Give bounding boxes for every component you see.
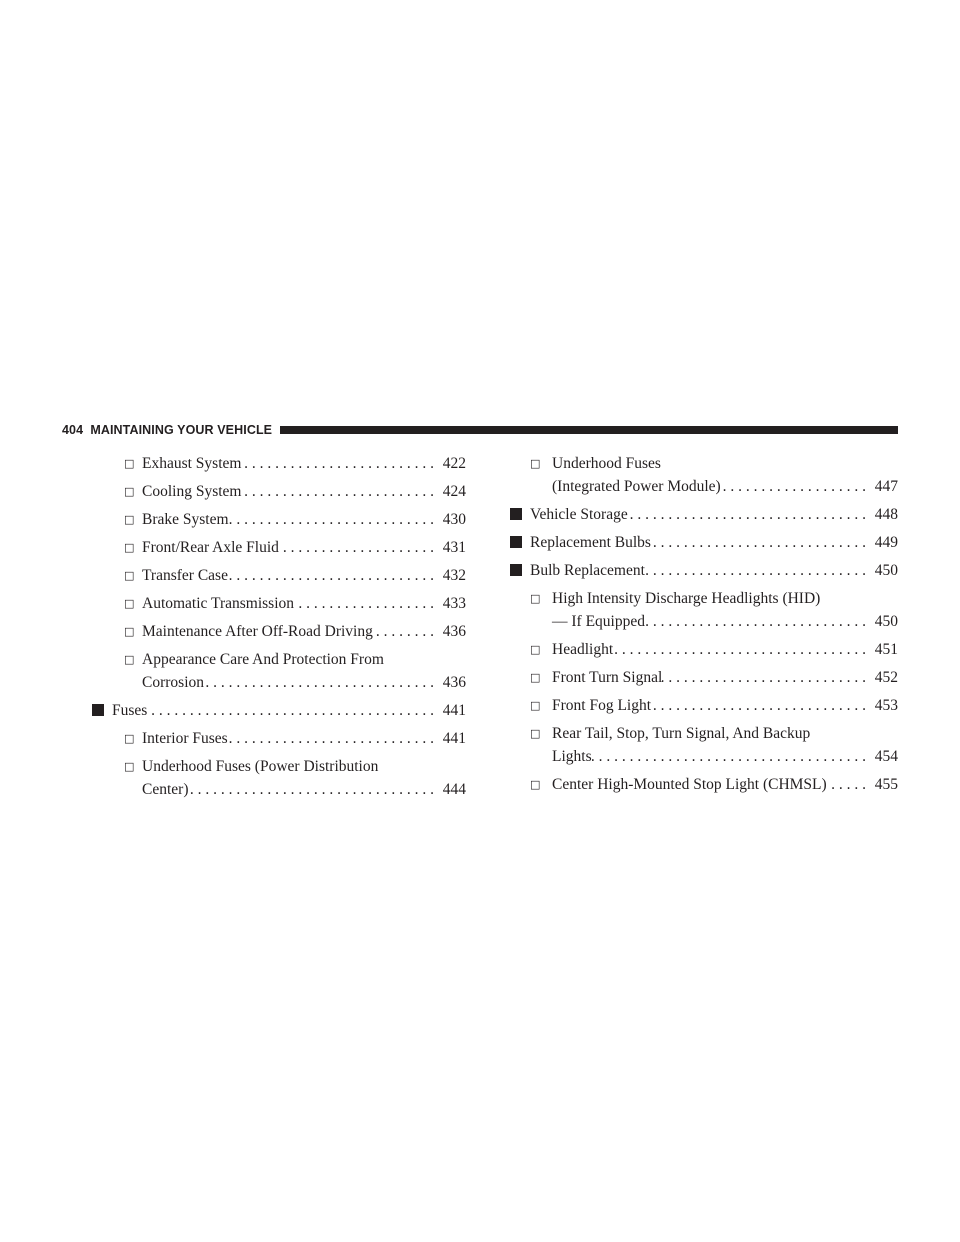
toc-entry-title: Exhaust System — [142, 455, 242, 472]
toc-entry-maintenance-after-off-road-driving[interactable] — [112, 620, 466, 643]
leader-dots — [204, 671, 440, 694]
hollow-square-bullet-icon: □ — [124, 485, 135, 498]
toc-entry-interior-fuses[interactable] — [112, 727, 466, 750]
toc-entry-chmsl[interactable] — [530, 773, 898, 796]
toc-entry-title-line-1: Appearance Care And Protection From — [142, 651, 384, 668]
page-number: 404 — [62, 423, 84, 437]
toc-page-number: 432 — [442, 567, 466, 584]
hollow-square-bullet-icon: □ — [530, 778, 541, 791]
toc-entry-brake-system[interactable] — [112, 508, 466, 531]
hollow-square-bullet-icon: □ — [530, 727, 541, 740]
toc-page-number: 436 — [442, 674, 466, 691]
page-header — [62, 422, 898, 438]
toc-entry-title: Cooling System — [142, 483, 242, 500]
toc-entry-cooling-system[interactable] — [112, 480, 466, 503]
toc-page-number: 430 — [442, 511, 466, 528]
leader-dots — [628, 503, 872, 526]
toc-entry-fuses[interactable] — [92, 699, 466, 722]
leader-dots — [241, 452, 440, 475]
toc-entry-title-line-2: (Integrated Power Module) — [552, 478, 721, 495]
toc-entry-underhood-fuses-ipm[interactable] — [530, 452, 898, 498]
toc-entry-underhood-fuses-pdc[interactable] — [112, 755, 466, 801]
toc-page-number: 452 — [874, 669, 898, 686]
toc-entry-front-fog-light[interactable] — [530, 694, 898, 717]
toc-page-number: 422 — [442, 455, 466, 472]
toc-entry-title: Fuses — [112, 702, 148, 719]
toc-entry-title: Transfer Case — [142, 567, 228, 584]
toc-entry-title: Interior Fuses — [142, 730, 228, 747]
hollow-square-bullet-icon: □ — [124, 569, 135, 582]
toc-entry-bulb-replacement[interactable] — [510, 559, 898, 582]
leader-dots — [827, 773, 872, 796]
toc-page-number: 444 — [442, 781, 466, 798]
hollow-square-bullet-icon: □ — [124, 625, 135, 638]
leader-dots — [373, 620, 440, 643]
toc-page-number: 431 — [442, 539, 466, 556]
toc-entry-hid-headlights[interactable] — [530, 587, 898, 633]
toc-entry-title: Center High-Mounted Stop Light (CHMSL) — [552, 776, 827, 793]
hollow-square-bullet-icon: □ — [124, 541, 135, 554]
toc-entry-replacement-bulbs[interactable] — [510, 531, 898, 554]
hollow-square-bullet-icon: □ — [124, 513, 135, 526]
toc-page-number: 448 — [874, 506, 898, 523]
toc-page-number: 453 — [874, 697, 898, 714]
toc-right-column — [530, 452, 898, 801]
toc-entry-title-line-1: High Intensity Discharge Headlights (HID) — [552, 590, 821, 607]
toc-page-number: 436 — [442, 623, 466, 640]
toc-entry-title: Maintenance After Off-Road Driving — [142, 623, 373, 640]
black-square-bullet-icon — [92, 699, 104, 722]
toc-entry-title: Headlight — [552, 641, 614, 658]
leader-dots — [645, 559, 872, 582]
black-square-bullet-icon — [510, 531, 522, 554]
hollow-square-bullet-icon: □ — [124, 457, 135, 470]
hollow-square-bullet-icon: □ — [124, 760, 135, 773]
leader-dots — [651, 694, 872, 717]
leader-dots — [645, 610, 872, 633]
leader-dots — [294, 592, 440, 615]
hollow-square-bullet-icon: □ — [530, 457, 541, 470]
leader-dots — [279, 536, 440, 559]
hollow-square-bullet-icon: □ — [124, 732, 135, 745]
toc-entry-title-line-1: Underhood Fuses — [552, 455, 661, 472]
toc-entry-front-rear-axle-fluid[interactable] — [112, 536, 466, 559]
black-square-bullet-icon — [510, 503, 522, 526]
leader-dots — [592, 745, 872, 768]
leader-dots — [147, 699, 440, 722]
toc-entry-transfer-case[interactable] — [112, 564, 466, 587]
hollow-square-bullet-icon: □ — [124, 597, 135, 610]
toc-page-number: 454 — [874, 748, 898, 765]
toc-entry-title: Automatic Transmission — [142, 595, 295, 612]
toc-page-number: 449 — [874, 534, 898, 551]
toc-page-number: 450 — [874, 613, 898, 630]
leader-dots — [651, 531, 872, 554]
toc-entry-vehicle-storage[interactable] — [510, 503, 898, 526]
toc-page-number: 447 — [874, 478, 898, 495]
toc-entry-title-line-2: — If Equipped — [552, 613, 645, 630]
hollow-square-bullet-icon: □ — [530, 699, 541, 712]
header-rule — [280, 426, 898, 434]
toc-entry-title: Front Fog Light — [552, 697, 652, 714]
toc-left-column — [112, 452, 466, 806]
toc-entry-title-line-2: Lights — [552, 748, 592, 765]
toc-entry-title-line-2: Center) — [142, 781, 189, 798]
black-square-bullet-icon — [510, 559, 522, 582]
leader-dots — [721, 475, 872, 498]
leader-dots — [188, 778, 440, 801]
leader-dots — [228, 727, 440, 750]
toc-page-number: 450 — [874, 562, 898, 579]
section-title: MAINTAINING YOUR VEHICLE — [90, 423, 273, 437]
toc-page-number: 424 — [442, 483, 466, 500]
hollow-square-bullet-icon: □ — [530, 592, 541, 605]
toc-page-number: 451 — [874, 641, 898, 658]
toc-page-number: 433 — [442, 595, 466, 612]
toc-entry-title: Brake System — [142, 511, 229, 528]
toc-entry-exhaust-system[interactable] — [112, 452, 466, 475]
toc-entry-title: Vehicle Storage — [530, 506, 628, 523]
toc-entry-title: Front/Rear Axle Fluid — [142, 539, 279, 556]
toc-entry-rear-tail-lights[interactable] — [530, 722, 898, 768]
leader-dots — [228, 564, 440, 587]
toc-page-number: 441 — [442, 702, 466, 719]
leader-dots — [662, 666, 872, 689]
toc-page-number: 455 — [874, 776, 898, 793]
leader-dots — [241, 480, 440, 503]
toc-entry-title: Bulb Replacement — [530, 562, 645, 579]
toc-entry-automatic-transmission[interactable] — [112, 592, 466, 615]
toc-entry-title: Front Turn Signal — [552, 669, 663, 686]
hollow-square-bullet-icon: □ — [124, 653, 135, 666]
hollow-square-bullet-icon: □ — [530, 671, 541, 684]
toc-entry-front-turn-signal[interactable] — [530, 666, 898, 689]
page-header-text — [62, 423, 280, 437]
toc-entry-title-line-1: Underhood Fuses (Power Distribution — [142, 758, 379, 775]
toc-page-number: 441 — [442, 730, 466, 747]
toc-entry-appearance-care[interactable] — [112, 648, 466, 694]
toc-entry-title: Replacement Bulbs — [530, 534, 651, 551]
leader-dots — [613, 638, 872, 661]
toc-entry-title-line-2: Corrosion — [142, 674, 204, 691]
toc-entry-headlight[interactable] — [530, 638, 898, 661]
toc-entry-title-line-1: Rear Tail, Stop, Turn Signal, And Backup — [552, 725, 811, 742]
hollow-square-bullet-icon: □ — [530, 643, 541, 656]
leader-dots — [229, 508, 440, 531]
